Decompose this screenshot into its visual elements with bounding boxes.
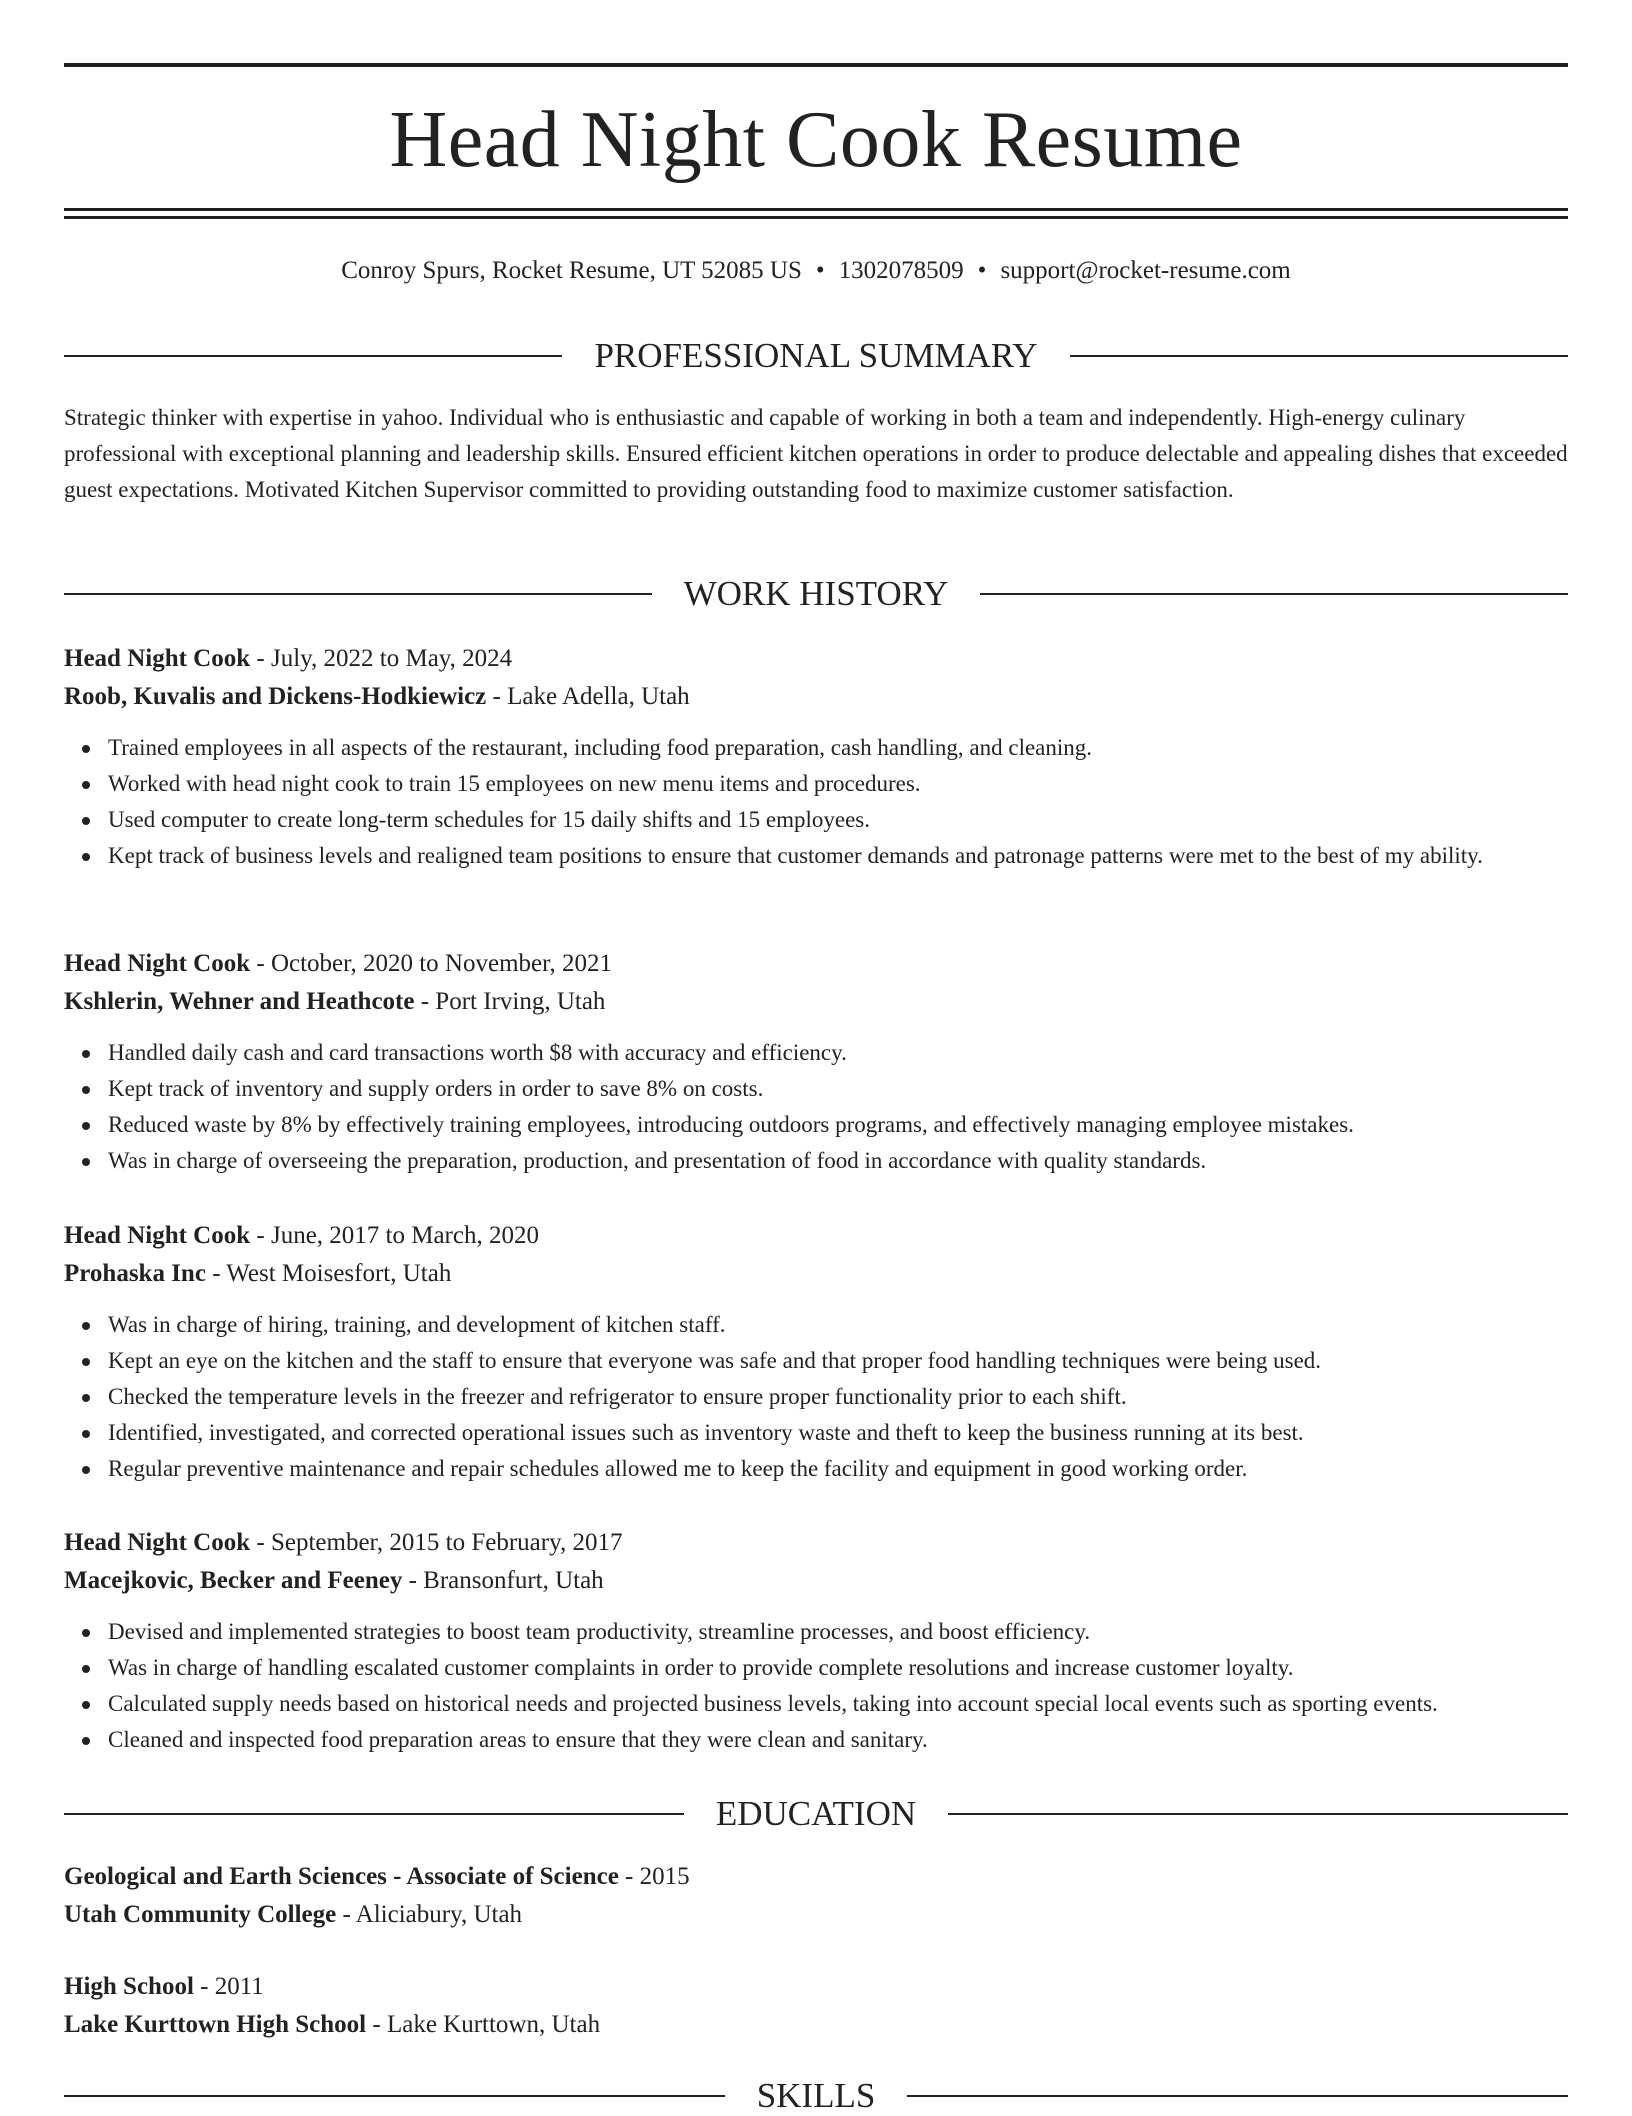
job-bullet: Kept an eye on the kitchen and the staff to ensure that everyone was safe and that proper food handling techniques were being used. bbox=[108, 1343, 1568, 1379]
job-bullet: Kept track of inventory and supply orders in order to save 8% on costs. bbox=[108, 1071, 1568, 1107]
job-company: Macejkovic, Becker and Feeney bbox=[64, 1567, 403, 1594]
section-header-work bbox=[64, 574, 1568, 614]
section-rule-left bbox=[64, 593, 652, 595]
section-rule-left bbox=[64, 355, 562, 357]
education-school: Utah Community College bbox=[64, 1901, 337, 1928]
job-bullet: Worked with head night cook to train 15 employees on new menu items and procedures. bbox=[108, 766, 1568, 802]
education-year: - 2015 bbox=[618, 1863, 690, 1890]
education-degree: Geological and Earth Sciences - Associate of Science bbox=[64, 1863, 619, 1890]
job-bullet-list bbox=[64, 730, 1568, 874]
contact-separator: • bbox=[977, 257, 987, 284]
job-dates: - July, 2022 to May, 2024 bbox=[250, 645, 513, 672]
section-header-skills bbox=[64, 2076, 1568, 2116]
job-company: Roob, Kuvalis and Dickens-Hodkiewicz bbox=[64, 683, 487, 710]
job-dates: - June, 2017 to March, 2020 bbox=[250, 1222, 539, 1249]
job-entry bbox=[64, 1217, 1568, 1487]
job-title: Head Night Cook bbox=[64, 950, 251, 977]
education-year: - 2011 bbox=[193, 1973, 264, 2000]
job-bullet: Regular preventive maintenance and repair schedules allowed me to keep the facility and equipment in good working order. bbox=[108, 1451, 1568, 1487]
job-title-line bbox=[64, 1217, 1568, 1255]
resume-title: Head Night Cook Resume bbox=[389, 96, 1243, 184]
job-company-line bbox=[64, 1255, 1568, 1293]
education-entry bbox=[64, 1858, 1568, 1934]
job-title: Head Night Cook bbox=[64, 645, 251, 672]
job-title-line bbox=[64, 1524, 1568, 1562]
section-title: SKILLS bbox=[756, 2076, 876, 2115]
job-entry bbox=[64, 945, 1568, 1179]
section-rule-right bbox=[948, 1813, 1568, 1815]
job-bullet: Reduced waste by 8% by effectively training employees, introducing outdoors programs, and effectively managing employee mistakes. bbox=[108, 1107, 1568, 1143]
top-rule bbox=[64, 63, 1568, 67]
contact-phone: 1302078509 bbox=[838, 257, 964, 284]
job-title: Head Night Cook bbox=[64, 1222, 251, 1249]
education-school-line bbox=[64, 1896, 1568, 1934]
education-location: - Aliciabury, Utah bbox=[336, 1901, 523, 1928]
job-location: - Port Irving, Utah bbox=[414, 988, 606, 1015]
job-company-line bbox=[64, 678, 1568, 716]
contact-address: Conroy Spurs, Rocket Resume, UT 52085 US bbox=[341, 257, 802, 284]
job-bullet: Cleaned and inspected food preparation areas to ensure that they were clean and sanitary. bbox=[108, 1722, 1568, 1758]
job-bullet-list bbox=[64, 1307, 1568, 1487]
section-title: WORK HISTORY bbox=[683, 574, 949, 613]
contact-separator: • bbox=[815, 257, 825, 284]
section-rule-right bbox=[907, 2095, 1568, 2097]
section-rule-left bbox=[64, 1813, 684, 1815]
section-rule-left bbox=[64, 2095, 725, 2097]
job-company: Prohaska Inc bbox=[64, 1260, 206, 1287]
education-school-line bbox=[64, 2006, 1568, 2044]
job-title-line bbox=[64, 945, 1568, 983]
job-title: Head Night Cook bbox=[64, 1529, 251, 1556]
job-bullet: Identified, investigated, and corrected operational issues such as inventory waste and theft to keep the business running at its best. bbox=[108, 1415, 1568, 1451]
job-entry bbox=[64, 1524, 1568, 1758]
job-bullet: Devised and implemented strategies to boost team productivity, streamline processes, and boost efficiency. bbox=[108, 1614, 1568, 1650]
section-rule-right bbox=[1070, 355, 1568, 357]
section-header-summary bbox=[64, 336, 1568, 376]
education-degree: High School bbox=[64, 1973, 194, 2000]
job-bullet: Used computer to create long-term schedules for 15 daily shifts and 15 employees. bbox=[108, 802, 1568, 838]
job-bullet-list bbox=[64, 1614, 1568, 1758]
job-bullet: Was in charge of overseeing the preparation, production, and presentation of food in accordance with quality standards. bbox=[108, 1143, 1568, 1179]
job-location: - Lake Adella, Utah bbox=[486, 683, 690, 710]
job-dates: - October, 2020 to November, 2021 bbox=[250, 950, 612, 977]
title-rule-upper bbox=[64, 208, 1568, 211]
job-bullet: Was in charge of hiring, training, and development of kitchen staff. bbox=[108, 1307, 1568, 1343]
contact-line bbox=[64, 254, 1568, 288]
section-title: PROFESSIONAL SUMMARY bbox=[594, 336, 1038, 375]
job-company-line bbox=[64, 1562, 1568, 1600]
education-entry bbox=[64, 1968, 1568, 2044]
job-company-line bbox=[64, 983, 1568, 1021]
education-school: Lake Kurttown High School bbox=[64, 2011, 367, 2038]
section-title: EDUCATION bbox=[715, 1794, 917, 1833]
education-location: - Lake Kurttown, Utah bbox=[366, 2011, 601, 2038]
section-rule-right bbox=[980, 593, 1568, 595]
job-bullet: Checked the temperature levels in the freezer and refrigerator to ensure proper functionality prior to each shift. bbox=[108, 1379, 1568, 1415]
job-title-line bbox=[64, 640, 1568, 678]
job-entry bbox=[64, 640, 1568, 874]
job-location: - Bransonfurt, Utah bbox=[402, 1567, 604, 1594]
job-location: - West Moisesfort, Utah bbox=[205, 1260, 452, 1287]
education-degree-line bbox=[64, 1968, 1568, 2006]
job-bullet: Handled daily cash and card transactions worth $8 with accuracy and efficiency. bbox=[108, 1035, 1568, 1071]
education-degree-line bbox=[64, 1858, 1568, 1896]
job-company: Kshlerin, Wehner and Heathcote bbox=[64, 988, 415, 1015]
job-bullet: Kept track of business levels and realigned team positions to ensure that customer demands and patronage patterns were met to the best of my ability. bbox=[108, 838, 1568, 874]
job-bullet: Trained employees in all aspects of the restaurant, including food preparation, cash handling, and cleaning. bbox=[108, 730, 1568, 766]
job-bullet: Was in charge of handling escalated customer complaints in order to provide complete resolutions and increase customer loyalty. bbox=[108, 1650, 1568, 1686]
job-dates: - September, 2015 to February, 2017 bbox=[250, 1529, 623, 1556]
job-bullet: Calculated supply needs based on historical needs and projected business levels, taking into account special local events such as sporting events. bbox=[108, 1686, 1568, 1722]
title-rule-lower bbox=[64, 216, 1568, 219]
section-header-education bbox=[64, 1794, 1568, 1834]
contact-email: support@rocket-resume.com bbox=[1000, 257, 1291, 284]
summary-text: Strategic thinker with expertise in yahoo. Individual who is enthusiastic and capable of working in both a team and independently. High-energy culinary professional with exceptional planning and leadership skills. Ensured efficient kitchen operations in order to produce delectable and appealing dishes that exceeded guest expectations. Motivated Kitchen Supervisor committed to providing outstanding food to maximize customer satisfaction. bbox=[64, 405, 1568, 502]
job-bullet-list bbox=[64, 1035, 1568, 1179]
